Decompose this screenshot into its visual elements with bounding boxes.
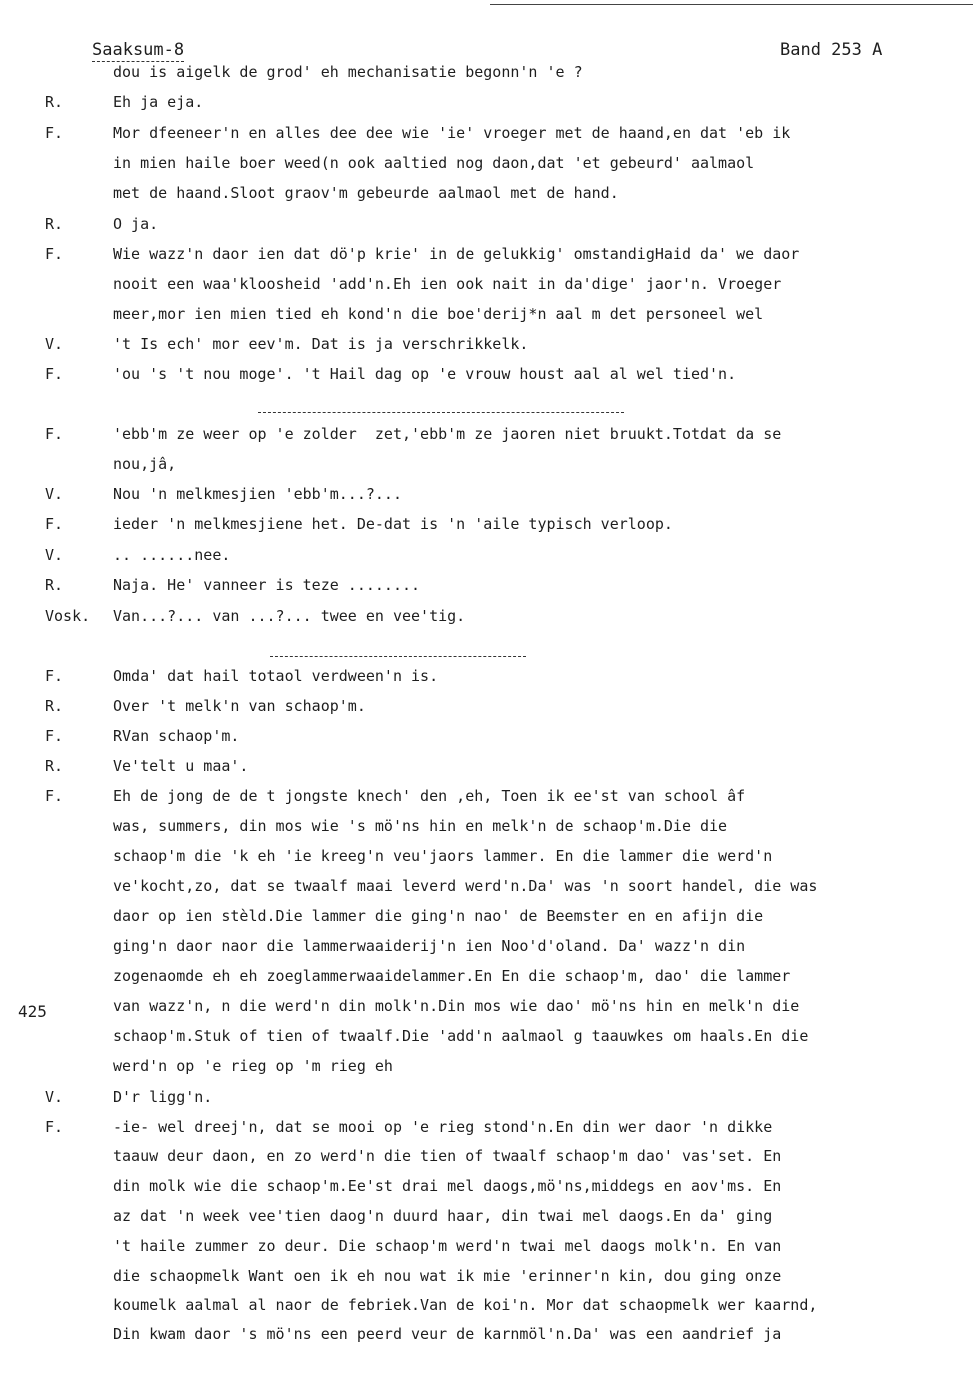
line-text: dou is aigelk de grod' eh mechanisatie begonn'n 'e ? — [113, 63, 583, 81]
speaker-label: Vosk. — [45, 607, 91, 625]
speaker-label: F. — [45, 365, 64, 383]
speaker-label: F. — [45, 787, 64, 805]
line-text: taauw deur daon, en zo werd'n die tien of twaalf schaop'm dao' vas'set. En — [113, 1147, 782, 1165]
speaker-label: R. — [45, 93, 64, 111]
line-text: 'ebb'm ze weer op 'e zolder zet,'ebb'm ze jaoren niet bruukt.Totdat da se — [113, 425, 782, 443]
document-reference: Saaksum-8 — [92, 40, 185, 60]
speaker-label: V. — [45, 485, 64, 503]
line-text: nooit een waa'kloosheid 'add'n.Eh ien ook nait in da'dige' jaor'n. Vroeger — [113, 275, 782, 293]
line-text: Nou 'n melkmesjien 'ebb'm...?... — [113, 485, 402, 503]
line-text: nou,jâ, — [113, 455, 177, 473]
line-text: din molk wie die schaop'm.Ee'st drai mel daogs,mö'ns,middegs en aov'ms. En — [113, 1177, 782, 1195]
line-text: Mor dfeeneer'n en alles dee dee wie 'ie' vroeger met de haand,en dat 'eb ik — [113, 124, 791, 142]
line-text: met de haand.Sloot graov'm gebeurde aalmaol met de hand. — [113, 184, 619, 202]
separator-line — [258, 412, 624, 413]
line-text: 't Is ech' mor eev'm. Dat is ja verschrikkelk. — [113, 335, 529, 353]
line-text: schaop'm.Stuk of tien of twaalf.Die 'add'n aalmaol g taauwkes om haals.En die — [113, 1027, 809, 1045]
line-text: Din kwam daor 's mö'ns een peerd veur de karnmöl'n.Da' was een aandrief ja — [113, 1325, 782, 1343]
speaker-label: R. — [45, 215, 64, 233]
speaker-label: F. — [45, 515, 64, 533]
separator-line — [270, 656, 526, 657]
line-text: ve'kocht,zo, dat se twaalf maai leverd werd'n.Da' was 'n soort handel, die was — [113, 877, 818, 895]
speaker-label: F. — [45, 1118, 64, 1136]
speaker-label: F. — [45, 425, 64, 443]
line-text: in mien haile boer weed(n ook aaltied nog daon,dat 'et gebeurd' aalmaol — [113, 154, 755, 172]
line-text: az dat 'n week vee'tien daog'n duurd haar, din twai mel daogs.En da' ging — [113, 1207, 773, 1225]
line-text: Ve'telt u maa'. — [113, 757, 249, 775]
line-text: 'ou 's 't nou moge'. 't Hail dag op 'e vrouw houst aal al wel tied'n. — [113, 365, 737, 383]
speaker-label: V. — [45, 335, 64, 353]
line-text: ieder 'n melkmesjiene het. De-dat is 'n 'aile typisch verloop. — [113, 515, 673, 533]
line-text: Wie wazz'n daor ien dat dö'p krie' in de gelukkig' omstandigHaid da' we daor — [113, 245, 800, 263]
line-text: koumelk aalmal al naor de febriek.Van de koi'n. Mor dat schaopmelk wer kaarnd, — [113, 1296, 818, 1314]
speaker-label: R. — [45, 757, 64, 775]
speaker-label: R. — [45, 697, 64, 715]
line-text: D'r ligg'n. — [113, 1088, 213, 1106]
speaker-label: F. — [45, 727, 64, 745]
line-text: 't haile zummer zo deur. Die schaop'm werd'n twai mel daogs molk'n. En van — [113, 1237, 782, 1255]
line-text: die schaopmelk Want oen ik eh nou wat ik mie 'erinner'n kin, dou ging onze — [113, 1267, 782, 1285]
speaker-label: V. — [45, 546, 64, 564]
line-text: Eh de jong de de t jongste knech' den ,eh, Toen ik ee'st van school âf — [113, 787, 746, 805]
top-rule — [490, 4, 973, 5]
line-text: Omda' dat hail totaol verdween'n is. — [113, 667, 439, 685]
speaker-label: F. — [45, 245, 64, 263]
line-text: was, summers, din mos wie 's mö'ns hin en melk'n de schaop'm.Die die — [113, 817, 728, 835]
tape-number: Band 253 A — [780, 40, 883, 60]
speaker-label: R. — [45, 576, 64, 594]
line-text: meer,mor ien mien tied eh kond'n die boe'derij*n aal m det personeel wel — [113, 305, 764, 323]
margin-number: 425 — [18, 1002, 47, 1021]
line-text: O ja. — [113, 215, 159, 233]
line-text: Van...?... van ...?... twee en vee'tig. — [113, 607, 466, 625]
line-text: -ie- wel dreej'n, dat se mooi op 'e rieg stond'n.En din wer daor 'n dikke — [113, 1118, 773, 1136]
line-text: Eh ja eja. — [113, 93, 204, 111]
speaker-label: V. — [45, 1088, 64, 1106]
line-text: ging'n daor naor die lammerwaaiderij'n ien Noo'd'oland. Da' wazz'n din — [113, 937, 746, 955]
line-text: RVan schaop'm. — [113, 727, 240, 745]
line-text: schaop'm die 'k eh 'ie kreeg'n veu'jaors lammer. En die lammer die werd'n — [113, 847, 773, 865]
speaker-label: F. — [45, 124, 64, 142]
speaker-label: F. — [45, 667, 64, 685]
line-text: Naja. He' vanneer is teze ........ — [113, 576, 421, 594]
line-text: werd'n op 'e rieg op 'm rieg eh — [113, 1057, 393, 1075]
line-text: zogenaomde eh eh zoeglammerwaaidelammer.En En die schaop'm, dao' die lammer — [113, 967, 791, 985]
line-text: van wazz'n, n die werd'n din molk'n.Din mos wie dao' mö'ns hin en melk'n die — [113, 997, 800, 1015]
line-text: .. ......nee. — [113, 546, 231, 564]
line-text: daor op ien stèld.Die lammer die ging'n nao' de Beemster en en afijn die — [113, 907, 764, 925]
line-text: Over 't melk'n van schaop'm. — [113, 697, 366, 715]
